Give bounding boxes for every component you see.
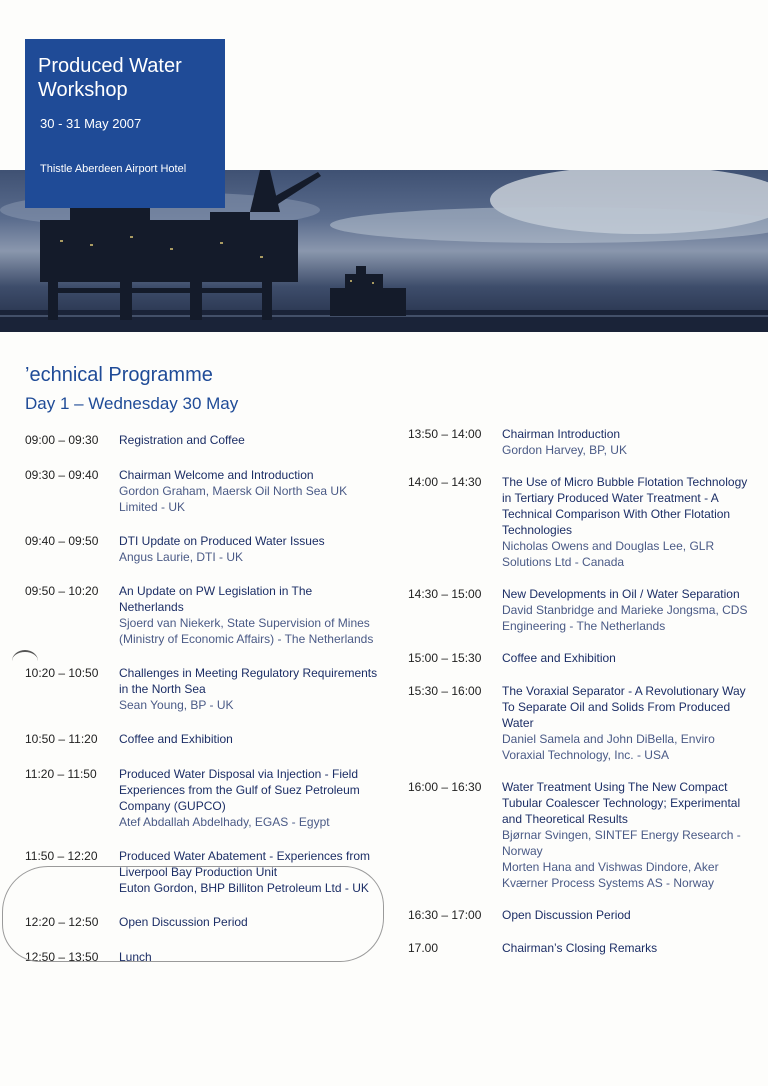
item-speaker: Bjørnar Svingen, SINTEF Energy Research - Norway [502, 828, 741, 858]
item-time: 10:50 – 11:20 [25, 732, 98, 746]
item-speaker: David Stanbridge and Marieke Jongsma, CDS Engineering - The Netherlands [502, 603, 748, 633]
schedule-item [408, 683, 758, 763]
item-title: The Use of Micro Bubble Flotation Technology in Tertiary Produced Water Treatment - A Technical Comparison With Other Flotation Technologies [502, 475, 748, 537]
item-title: Registration and Coffee [119, 433, 245, 447]
schedule-item [25, 914, 380, 931]
item-title: An Update on PW Legislation in The Netherlands [119, 584, 313, 614]
item-speaker: Sean Young, BP - UK [119, 698, 234, 712]
workshop-title-box [25, 39, 225, 208]
item-time: 10:20 – 10:50 [25, 666, 99, 680]
item-title: Lunch [119, 950, 152, 964]
item-title: Chairman Welcome and Introduction [119, 468, 314, 482]
schedule-item [25, 731, 380, 748]
item-time: 09:50 – 10:20 [25, 584, 99, 598]
item-speaker-secondary: Morten Hana and Vishwas Dindore, Aker Kværner Process Systems AS - Norway [502, 860, 719, 890]
item-title: Challenges in Meeting Regulatory Requirements in the North Sea [119, 666, 378, 696]
item-title: DTI Update on Produced Water Issues [119, 534, 325, 548]
schedule-item [25, 665, 380, 713]
item-time: 15:00 – 15:30 [408, 651, 482, 665]
item-title: Produced Water Disposal via Injection - Field Experiences from the Gulf of Suez Petroleum Company (GUPCO) [119, 767, 360, 813]
schedule-item [25, 583, 380, 647]
item-title: Water Treatment Using The New Compact Tubular Coalescer Technology; Experimental and Theoretical Results [502, 780, 741, 826]
schedule-item [25, 848, 380, 896]
schedule-item [25, 766, 380, 830]
item-speaker: Gordon Graham, Maersk Oil North Sea UK Limited - UK [119, 484, 348, 514]
item-title: The Voraxial Separator - A Revolutionary Way To Separate Oil and Solids From Produced Water [502, 684, 746, 730]
workshop-venue: Thistle Aberdeen Airport Hotel [40, 163, 187, 175]
item-speaker: Sjoerd van Niekerk, State Supervision of Mines (Ministry of Economic Affairs) - The Netherlands [119, 616, 374, 646]
schedule-item [408, 650, 758, 667]
schedule-item [408, 907, 758, 924]
item-time: 16:30 – 17:00 [408, 908, 482, 922]
programme-heading: ’echnical Programme [25, 364, 213, 386]
schedule-item [408, 474, 758, 570]
schedule-left-column [25, 432, 380, 966]
item-time: 09:30 – 09:40 [25, 468, 99, 482]
item-time: 11:20 – 11:50 [25, 767, 97, 781]
schedule-item [25, 467, 380, 515]
item-title: Coffee and Exhibition [119, 732, 233, 746]
item-title: Produced Water Abatement - Experiences from Liverpool Bay Production Unit [119, 849, 371, 879]
schedule-right-column [408, 426, 758, 957]
item-title: Coffee and Exhibition [502, 651, 616, 665]
item-time: 09:00 – 09:30 [25, 433, 99, 447]
item-time: 14:00 – 14:30 [408, 475, 482, 489]
schedule-item [25, 533, 380, 565]
schedule-item [25, 432, 380, 449]
item-title: Open Discussion Period [502, 908, 631, 922]
item-title: Open Discussion Period [119, 915, 248, 929]
item-speaker: Gordon Harvey, BP, UK [502, 443, 627, 457]
item-speaker: Nicholas Owens and Douglas Lee, GLR Solutions Ltd - Canada [502, 539, 715, 569]
workshop-title: Produced Water Workshop [38, 55, 182, 101]
schedule-item [408, 426, 758, 458]
item-speaker: Daniel Samela and John DiBella, Enviro Voraxial Technology, Inc. - USA [502, 732, 715, 762]
item-time: 16:00 – 16:30 [408, 780, 482, 794]
item-time: 12:50 – 13:50 [25, 950, 99, 964]
schedule-item [408, 779, 758, 891]
item-title: New Developments in Oil / Water Separation [502, 587, 740, 601]
schedule-item [25, 949, 380, 966]
item-time: 15:30 – 16:00 [408, 684, 482, 698]
item-time: 14:30 – 15:00 [408, 587, 482, 601]
item-time: 12:20 – 12:50 [25, 915, 99, 929]
item-title: Chairman Introduction [502, 427, 621, 441]
day-heading: Day 1 – Wednesday 30 May [25, 394, 239, 413]
item-time: 17.00 [408, 941, 439, 955]
schedule-item [408, 586, 758, 634]
schedule-item [408, 940, 758, 957]
item-title: Chairman’s Closing Remarks [502, 941, 658, 955]
item-time: 13:50 – 14:00 [408, 427, 482, 441]
item-time: 11:50 – 12:20 [25, 849, 98, 863]
item-speaker: Angus Laurie, DTI - UK [119, 550, 244, 564]
item-speaker: Euton Gordon, BHP Billiton Petroleum Ltd - UK [119, 881, 369, 895]
workshop-dates: 30 - 31 May 2007 [40, 116, 142, 131]
item-time: 09:40 – 09:50 [25, 534, 99, 548]
item-speaker: Atef Abdallah Abdelhady, EGAS - Egypt [119, 815, 330, 829]
